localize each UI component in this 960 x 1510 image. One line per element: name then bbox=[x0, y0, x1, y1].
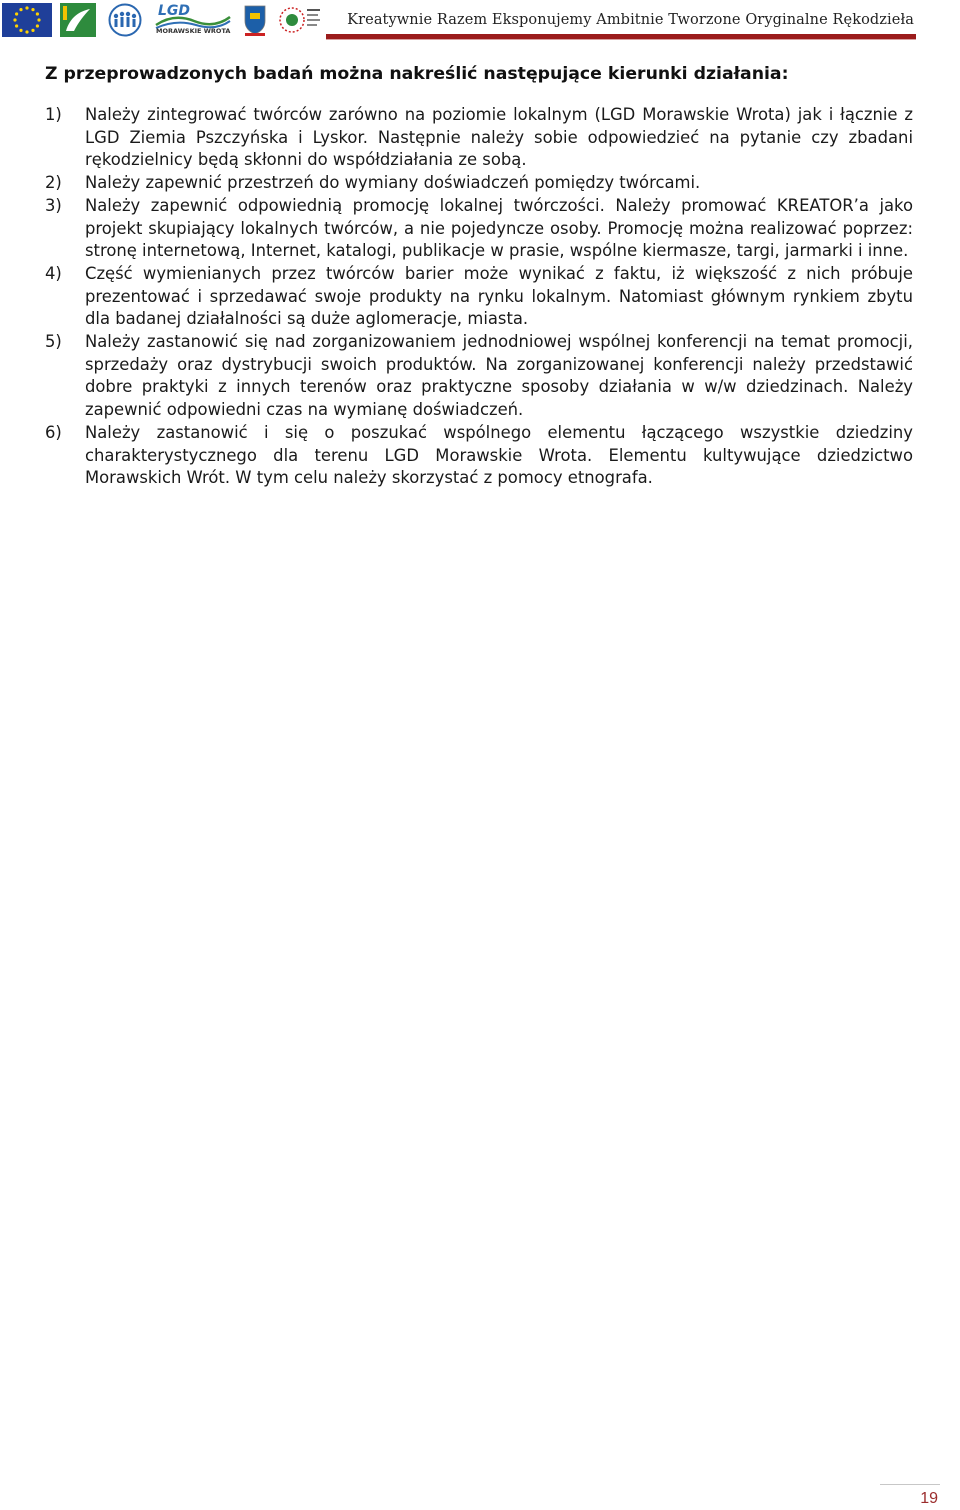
list-item-number: 1) bbox=[45, 105, 62, 124]
lgd-logo-text: LGD bbox=[158, 3, 191, 19]
list-item-text: Należy zapewnić przestrzeń do wymiany doświadczeń pomiędzy twórcami. bbox=[85, 173, 701, 193]
list-item-number: 5) bbox=[45, 332, 62, 352]
section-heading: Z przeprowadzonych badań można nakreślić następujące kierunki działania: bbox=[45, 64, 789, 84]
page-number: 19 bbox=[920, 1490, 938, 1507]
list-item bbox=[45, 195, 913, 263]
people-circle-logo bbox=[104, 3, 146, 37]
list-item-number: 2) bbox=[45, 173, 62, 193]
list-item bbox=[45, 263, 913, 331]
list-item bbox=[45, 104, 913, 172]
footer-rule bbox=[880, 1484, 940, 1485]
list-item-number: 6) bbox=[45, 422, 62, 442]
page-header bbox=[0, 0, 960, 42]
pszczyna-coat-of-arms-logo bbox=[240, 3, 270, 37]
logo-strip bbox=[2, 2, 322, 38]
document-body bbox=[45, 64, 913, 490]
list-item-number: 3) bbox=[45, 195, 62, 215]
leader-logo bbox=[60, 3, 96, 37]
page-footer bbox=[880, 1484, 940, 1508]
list-item-text: Część wymienianych przez twórców barier może wynikać z faktu, iż większość z nich próbuje prezentować i sprzedawać swoje produkty na rynku lokalnym. Natomiast głównym rynkiem zbytu dla badanej działalności są duże aglomeracje, miasta. bbox=[85, 263, 913, 329]
list-item-text: Należy zintegrować twórców zarówno na poziomie lokalnym (LGD Morawskie Wrota) jak i łącznie z LGD Ziemia Pszczyńska i Lyskor. Następnie należy sobie odpowiedzieć na pytanie czy zbadani rękodzielnicy będą skłonni do współdziałania ze sobą. bbox=[85, 105, 913, 170]
list-item bbox=[45, 422, 913, 490]
lgd-morawskie-wrota-logo bbox=[154, 3, 232, 37]
list-item-text: Należy zapewnić odpowiednią promocję lokalnej twórczości. Należy promować KREATOR’a jako projekt skupiający lokalnych twórców, a nie pojedyncze osoby. Promocję można realizować poprzez: stronę internetową, Internet, katalogi, publikacje w prasie, wspólne kiermasze, targi, jarmarki i inne. bbox=[85, 195, 913, 261]
list-item bbox=[45, 331, 913, 422]
lgd-logo-subtext: MORAWSKIE WROTA bbox=[156, 27, 231, 35]
list-item-text: Należy zastanowić się nad zorganizowaniem jednodniowej wspólnej konferencji na temat promocji, sprzedaży oraz dystrybucji swoich produktów. Na zorganizowanej konferencji należy przedstawić dobre praktyki z innych terenów oraz praktyczne sposoby działania w w/w dziedzinach. Należy zapewnić odpowiedni czas na wymianę doświadczeń. bbox=[85, 332, 913, 420]
header-rule-thin bbox=[326, 39, 916, 40]
list-item bbox=[45, 172, 913, 195]
list-item-text: Należy zastanowić i się o poszukać wspólnego elementu łączącego wszystkie dziedziny charakterystycznego dla terenu LGD Morawskie Wrota. Elementu kultywujące dziedzictwo Morawskich Wrót. W tym celu należy skorzystać z pomocy etnografa. bbox=[85, 422, 913, 488]
rural-development-logo bbox=[278, 3, 322, 37]
list-item-number: 4) bbox=[45, 263, 62, 283]
action-points-list bbox=[45, 104, 913, 490]
eu-flag-logo bbox=[2, 3, 52, 37]
header-title: Kreatywnie Razem Eksponujemy Ambitnie Tworzone Oryginalne Rękodzieła bbox=[347, 12, 914, 28]
